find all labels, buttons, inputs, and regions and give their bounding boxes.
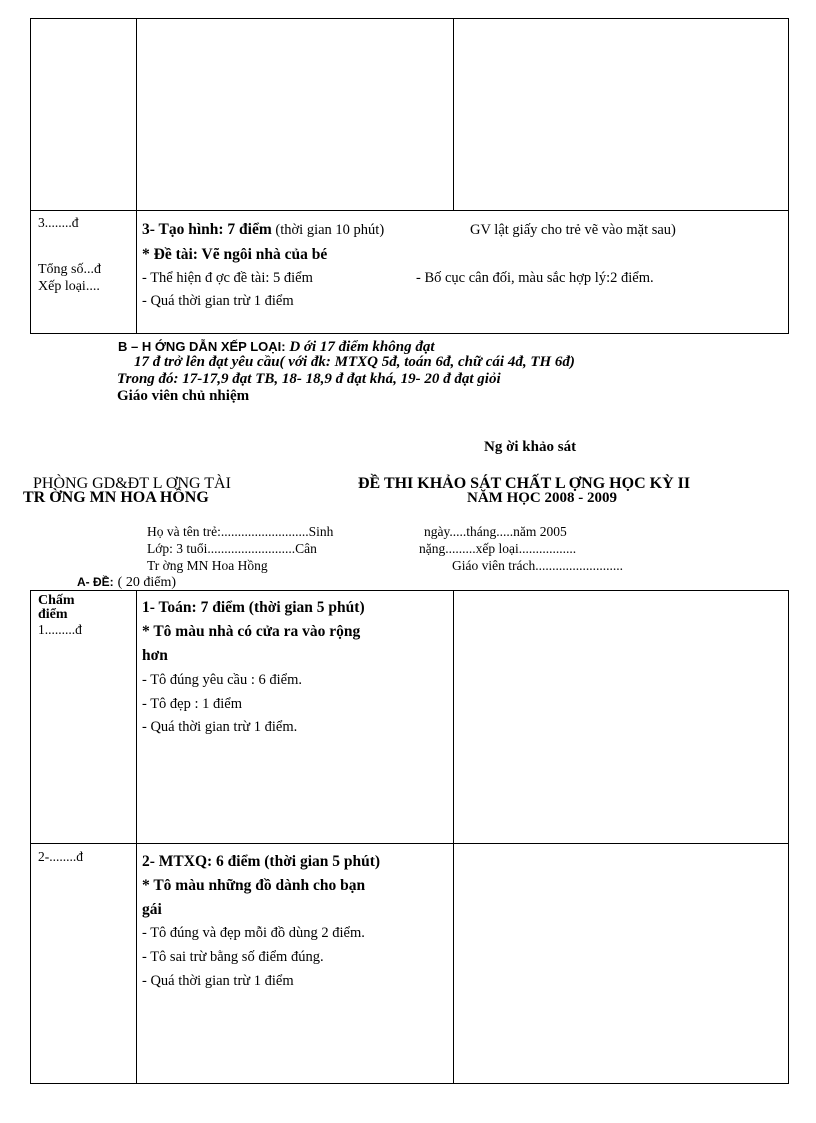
student-class-line: Lớp: 3 tuổi..........................Cân [147, 541, 317, 556]
score-column-header: Chấm điểm [38, 593, 75, 622]
art-criterion-1b: - Bố cục cân đối, màu sắc hợp lý:2 điểm. [416, 270, 654, 286]
top-table-row-divider [30, 210, 789, 211]
top-table-divider-2 [453, 18, 454, 210]
math-criterion-2: - Tô đẹp : 1 điểm [142, 696, 243, 712]
section-a-points: ( 20 điểm) [117, 575, 176, 590]
guide-line-1: D ới 17 điểm không đạt [285, 339, 435, 355]
score-1: 1.........đ [38, 622, 82, 637]
art-topic: * Đề tài: Vẽ ngôi nhà của bé [142, 246, 328, 263]
mtxq-criterion-2: - Tô sai trừ bằng số điểm đúng. [142, 949, 324, 965]
art-criterion-1a: - Thể hiện đ ợc đề tài: 5 điểm [142, 270, 313, 286]
mtxq-title: 2- MTXQ: 6 điểm (thời gian 5 phút) [142, 853, 381, 870]
student-school-line: Tr ờng MN Hoa Hồng [147, 558, 268, 573]
mtxq-task-1: * Tô màu những đồ dành cho bạn [142, 877, 366, 894]
score-3: 3........đ [38, 215, 79, 230]
section-a-heading [77, 574, 176, 590]
department-name: PHÒNG GD&ĐT L ƠNG TÀI [33, 475, 231, 492]
mtxq-criterion-1: - Tô đúng và đẹp mỗi đồ dùng 2 điểm. [142, 925, 365, 941]
guide-heading: B – H ỚNG DẪN XẾP LOẠI: [118, 339, 286, 354]
student-name-line: Họ và tên trẻ:..........................Sinh [147, 524, 334, 539]
student-weight: nặng.........xếp loại................. [419, 541, 577, 556]
score-2: 2-........đ [38, 849, 83, 864]
section-a-label: A- ĐỀ: [77, 575, 114, 589]
total-score: Tổng số...đ [38, 262, 101, 277]
student-dob: ngày.....tháng.....năm 2005 [424, 524, 567, 539]
art-title-extra: GV lật giấy cho trẻ vẽ vào mặt sau) [470, 222, 676, 238]
art-title-bold: 3- Tạo hình: 7 điểm [142, 221, 272, 238]
guide-line-2: 17 đ trở lên đạt yêu cầu( với đk: MTXQ 5đ, toán 6đ, chữ cái 4đ, TH 6đ) [134, 354, 575, 370]
school-name: TR ỜNG MN HOA HỒNG [23, 489, 209, 506]
exam-title: ĐỀ THI KHẢO SÁT CHẤT L ỢNG HỌC KỲ II [358, 475, 691, 492]
mtxq-criterion-3: - Quá thời gian trừ 1 điểm [142, 973, 294, 989]
school-year: NĂM HỌC 2008 - 2009 [467, 490, 617, 506]
math-task-1: * Tô màu nhà có cửa ra vào rộng [142, 623, 361, 640]
teacher-signature-label: Giáo viên chủ nhiệm [117, 388, 250, 404]
art-criterion-2: - Quá thời gian trừ 1 điểm [142, 293, 294, 309]
top-table-divider-1 [136, 18, 137, 334]
rank-label: Xếp loại.... [38, 279, 100, 294]
mtxq-task-2: gái [142, 901, 162, 918]
guide-heading-line [118, 339, 435, 355]
teacher-in-charge-line: Giáo viên trách.......................... [452, 558, 623, 573]
guide-line-3: Trong đó: 17-17,9 đạt TB, 18- 18,9 đ đạt khá, 19- 20 đ đạt giỏi [117, 371, 501, 387]
math-criterion-3: - Quá thời gian trừ 1 điểm. [142, 719, 298, 735]
surveyor-signature-label: Ng ời khảo sát [484, 439, 577, 455]
math-title: 1- Toán: 7 điểm (thời gian 5 phút) [142, 599, 365, 616]
exam-table-row-divider [30, 843, 789, 844]
art-title [142, 219, 384, 241]
exam-table-divider-2 [453, 590, 454, 1084]
math-task-2: hơn [142, 647, 168, 664]
exam-table-divider-1 [136, 590, 137, 1084]
math-criterion-1: - Tô đúng yêu cầu : 6 điểm. [142, 672, 303, 688]
art-title-note: (thời gian 10 phút) [271, 222, 385, 238]
